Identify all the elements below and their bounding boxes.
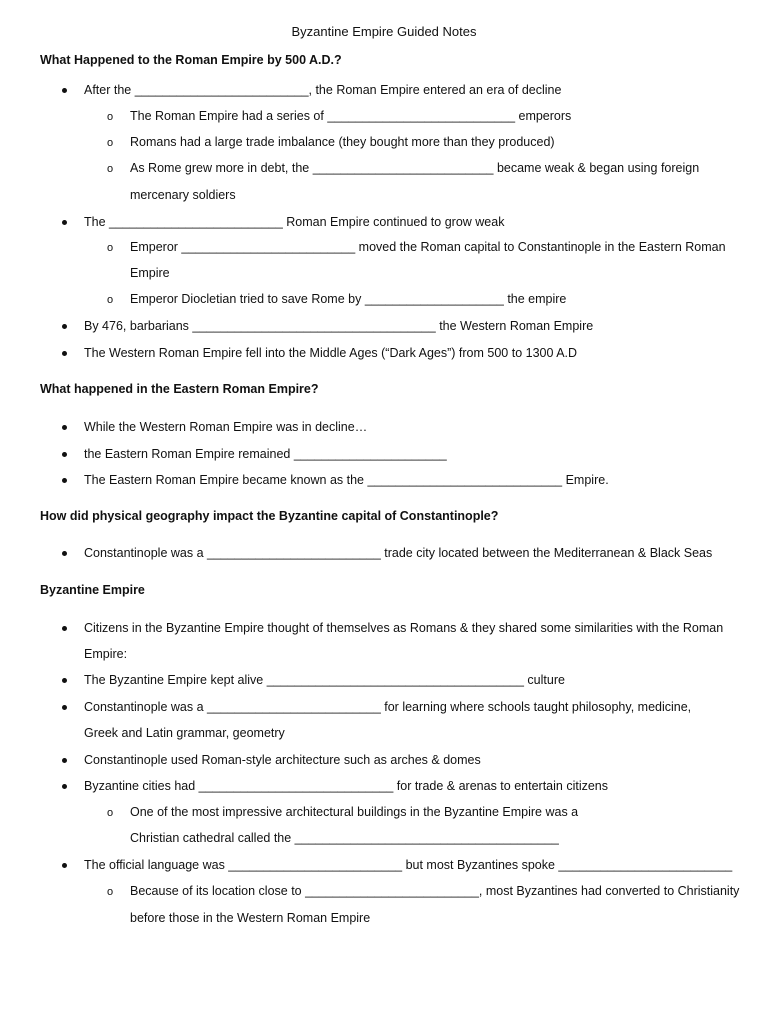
sub-list-item-continued: Empire xyxy=(130,266,170,280)
sub-bullet-icon: o xyxy=(107,137,114,149)
section-heading-roman-empire: What Happened to the Roman Empire by 500 A.D.? xyxy=(40,53,342,67)
bullet-icon xyxy=(62,425,67,430)
sub-list-item-continued: mercenary soldiers xyxy=(130,188,236,202)
list-item: The official language was _________________________ but most Byzantines spoke _________________________ xyxy=(84,858,733,872)
sub-list-item: Romans had a large trade imbalance (they bought more than they produced) xyxy=(130,135,555,149)
list-item: The Eastern Roman Empire became known as the ____________________________ Empire. xyxy=(84,473,609,487)
section-heading-byzantine-empire: Byzantine Empire xyxy=(40,583,145,597)
page-title: Byzantine Empire Guided Notes xyxy=(291,24,477,39)
section-heading-geography: How did physical geography impact the Byzantine capital of Constantinople? xyxy=(40,509,499,523)
sub-list-item: As Rome grew more in debt, the __________________________ became weak & began using foreign xyxy=(130,161,700,175)
bullet-icon xyxy=(62,626,67,631)
bullet-icon xyxy=(62,351,67,356)
list-item: Citizens in the Byzantine Empire thought of themselves as Romans & they shared some similarities with the Roman xyxy=(84,621,724,635)
sub-list-item: Emperor Diocletian tried to save Rome by ____________________ the empire xyxy=(130,292,567,306)
sub-list-item: One of the most impressive architectural buildings in the Byzantine Empire was a xyxy=(130,805,579,819)
list-item: The _________________________ Roman Empire continued to grow weak xyxy=(84,215,505,229)
sub-list-item-continued: before those in the Western Roman Empire xyxy=(130,911,371,925)
bullet-icon xyxy=(62,324,67,329)
list-item: After the _________________________, the Roman Empire entered an era of decline xyxy=(84,83,562,97)
bullet-icon xyxy=(62,705,67,710)
bullet-icon xyxy=(62,678,67,683)
sub-bullet-icon: o xyxy=(107,163,114,175)
list-item: Constantinople was a _________________________ trade city located between the Mediterranean & Black Seas xyxy=(84,546,713,560)
bullet-icon xyxy=(62,478,67,483)
bullet-icon xyxy=(62,784,67,789)
list-item: By 476, barbarians ___________________________________ the Western Roman Empire xyxy=(84,319,594,333)
bullet-icon xyxy=(62,220,67,225)
bullet-icon xyxy=(62,452,67,457)
bullet-icon xyxy=(62,88,67,93)
list-item: While the Western Roman Empire was in decline… xyxy=(84,420,368,434)
list-item: Byzantine cities had ____________________________ for trade & arenas to entertain citizens xyxy=(84,779,608,793)
list-item: Constantinople was a _________________________ for learning where schools taught philosophy, medicine, xyxy=(84,700,692,714)
sub-bullet-icon: o xyxy=(107,807,114,819)
sub-list-item-continued: Christian cathedral called the ______________________________________ xyxy=(130,831,559,845)
bullet-icon xyxy=(62,758,67,763)
sub-bullet-icon: o xyxy=(107,294,114,306)
list-item: The Western Roman Empire fell into the Middle Ages (“Dark Ages”) from 500 to 1300 A.D xyxy=(84,346,578,360)
sub-bullet-icon: o xyxy=(107,886,114,898)
sub-bullet-icon: o xyxy=(107,111,114,123)
sub-bullet-icon: o xyxy=(107,242,114,254)
bullet-icon xyxy=(62,551,67,556)
list-item-continued: Greek and Latin grammar, geometry xyxy=(84,726,285,740)
list-item: The Byzantine Empire kept alive _____________________________________ culture xyxy=(84,673,565,687)
bullet-icon xyxy=(62,863,67,868)
list-item: the Eastern Roman Empire remained ______________________ xyxy=(84,447,447,461)
list-item-continued: Empire: xyxy=(84,647,128,661)
sub-list-item: The Roman Empire had a series of ___________________________ emperors xyxy=(130,109,572,123)
sub-list-item: Because of its location close to _________________________, most Byzantines had converted to Christianity xyxy=(130,884,740,898)
section-heading-eastern-empire: What happened in the Eastern Roman Empire? xyxy=(40,382,319,396)
sub-list-item: Emperor _________________________ moved the Roman capital to Constantinople in the Eastern Roman xyxy=(130,240,726,254)
list-item: Constantinople used Roman-style architecture such as arches & domes xyxy=(84,753,481,767)
